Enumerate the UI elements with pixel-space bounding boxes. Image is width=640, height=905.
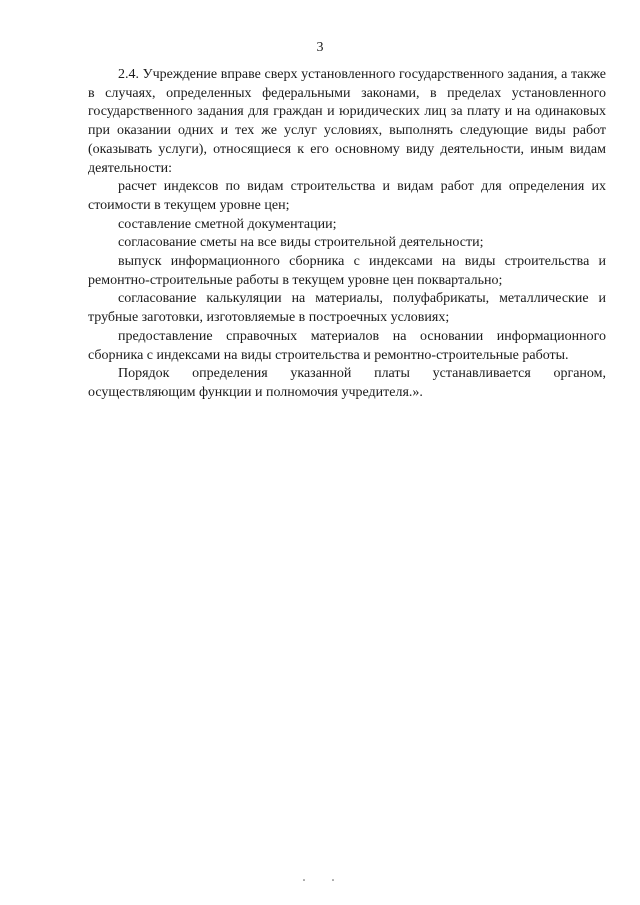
list-item-index-calculation: расчет индексов по видам строительства и видам работ для определения их стоимости в текущем уровне цен; — [88, 179, 606, 213]
list-item-collection-release: выпуск информационного сборника с индексами на виды строительства и ремонтно-строительные работы в текущем уровне цен поквартально; — [88, 254, 606, 288]
list-item-reference-materials: предоставление справочных материалов на основании информационного сборника с индексами на виды строительства и ремонтно-строительные работы. — [88, 328, 606, 363]
page-number: 3 — [316, 40, 324, 55]
list-item-estimate-documentation: составление сметной документации; — [118, 216, 337, 232]
list-item-calculation-approval: согласование калькуляции на материалы, полуфабрикаты, металлические и трубные заготовки, изготовляемые в построечных условиях; — [88, 291, 606, 326]
paragraph-clause-2-4: 2.4. Учреждение вправе сверх установленного государственного задания, а также в случаях, определенных федеральными законами, в пределах установленного государственного задания для граждан и юридических лиц за плату и на одинаковых при оказании одних и тех же услуг условиях, выполнять следующие виды работ (оказывать услуги), относящиеся к его основному виду деятельности, иным видам деятельности: — [88, 67, 606, 176]
document-body — [88, 66, 606, 403]
scan-artifact-marks — [300, 878, 340, 882]
list-item-estimate-approval: согласование сметы на все виды строительной деятельности; — [118, 235, 484, 251]
paragraph-fee-procedure: Порядок определения указанной платы устанавливается органом, осуществляющим функции и полномочия учредителя.». — [88, 366, 606, 400]
